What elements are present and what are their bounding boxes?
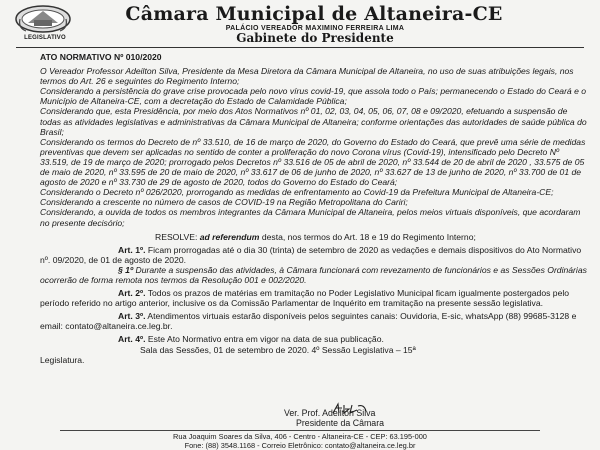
preamble-paragraph: O Vereador Professor Adeilton Silva, Presidente da Mesa Diretora da Câmara Municipal de Altaneira, no uso de suas atribuições legais, nos termos do Art. 26 e seguintes do Regimento Interno;: [40, 66, 574, 87]
article-label: Art. 1º.: [118, 244, 146, 255]
header-divider: [16, 47, 584, 48]
resolve-bold: ad referendum: [199, 231, 260, 242]
article-text: Atendimentos virtuais estarão disponíveis pelos seguintes canais: Ouvidoria, E-sic, whatsApp (88) 99685-3128 e email: contato@altaneira.ce.leg.br.: [40, 311, 577, 332]
article-4: [40, 334, 588, 344]
preamble-paragraph: Considerando que, esta Presidência, por meio dos Atos Normativos nº 01, 02, 03, 04, 05, 06, 07, 08 e 09/2020, efetuando a suspensão de todas as atividades legislativas e administrativas da Câmara Municipal de Altaneira; conforme orientações das autoridades de saúde pública do Brasil;: [40, 106, 587, 137]
preamble-paragraph: Considerando, a ouvida de todos os membros integrantes da Câmara Municipal de Altaneira, pelos meios virtuais disponíveis, que acordaram no presente decisório;: [40, 207, 581, 228]
preamble-paragraph: Considerando a crescente no número de casos de COVID-19 na Região Metropolitana do Cariri;: [40, 197, 408, 208]
preamble-paragraph: Considerando os termos do Decreto de nº 33.510, de 16 de março de 2020, do Governo do Estado do Ceará, que prevê uma série de medidas preventivas que devem ser aplicadas no sentido de conter a proliferação do novo Corona vírus (Covid-19), intensificado pelo Decreto Nº 33.519, de 19 de março de 2020; prorrogado pelos Decretos nº 33.516 de 05 de abril de 2020, nº 33.544 de 20 de abril de 2020 , 33.575 de 05 de maio de 2020, nº 33.595 de 20 de maio de 2020, nº 33.617 de 06 de junho de 2020, nº 33.627 de 13 de junho de 2020, nº 33.700 de 01 de agosto de 2020 e nº 33.730 de 29 de agosto de 2020, todos do Governo do Estado do Ceará;: [40, 136, 586, 188]
letterhead: [0, 0, 600, 46]
article-label: Art. 4º.: [118, 334, 146, 345]
act-body: [40, 52, 588, 365]
paragraph-1: [40, 265, 588, 285]
act-title: ATO NORMATIVO Nº 010/2020: [40, 52, 162, 62]
preamble: [40, 66, 588, 228]
preamble-paragraph: Considerando a persistência do grave crise provocada pelo novo vírus covid-19, que assola todo o País; permanecendo o Estado do Ceará e o Município de Altaneira-CE, com a decretação do Estado de Calamidade Pública;: [40, 86, 587, 107]
closing-line: Sala das Sessões, 01 de setembro de 2020. 4º Sessão Legislativa – 15ª: [140, 344, 416, 355]
article-1: [40, 245, 588, 265]
chamber-seal-icon: [14, 4, 72, 34]
footer-contact: Fone: (88) 3548.1168 - Correio Eletrônico: contato@altaneira.ce.leg.br: [184, 441, 416, 450]
paragraph-label: § 1º: [118, 264, 134, 275]
resolve-suffix: desta, nos termos do Art. 18 e 19 do Regimento Interno;: [259, 231, 476, 242]
office-name: Gabinete do Presidente: [236, 31, 394, 45]
resolve-prefix: RESOLVE:: [155, 231, 200, 242]
chamber-title: Câmara Municipal de Altaneira-CE: [125, 3, 503, 25]
article-2: [40, 288, 588, 308]
seal-caption: LEGISLATIVO: [24, 35, 66, 41]
building-name: PALÁCIO VEREADOR MAXIMINO FERREIRA LIMA: [225, 25, 405, 32]
article-text: Ficam prorrogadas até o dia 30 (trinta) de setembro de 2020 as vedações e demais dispositivos do Ato Normativo nº. 09/2020, de 01 de agosto de 2020.: [40, 244, 582, 265]
article-text: Este Ato Normativo entra em vigor na data de sua publicação.: [145, 334, 384, 345]
resolve-clause: [40, 232, 588, 242]
article-3: [40, 311, 588, 331]
signatory-role: Presidente da Câmara: [296, 418, 385, 428]
article-text: Todos os prazos de matérias em tramitação no Poder Legislativo Municipal ficam igualmente postergados pelo período referido no artigo anterior, inclusive os da Comissão Parlamentar de Inquérito em tramitação na presente sessão legislativa.: [40, 288, 570, 309]
signatory-name: Ver. Prof. Adeilton Silva: [284, 408, 376, 418]
preamble-paragraph: Considerando o Decreto nº 026/2020, prorrogando as medidas de enfrentamento ao Covid-19 da Prefeitura Municipal de Altaneira-CE;: [40, 187, 554, 198]
footer-address: Rua Joaquim Soares da Silva, 406 - Centro - Altaneira-CE - CEP: 63.195-000: [173, 432, 427, 441]
article-label: Art. 2º.: [118, 288, 146, 299]
paragraph-text: Durante a suspensão das atividades, à Câmara funcionará com revezamento de funcionários e as Sessões Ordinárias ocorrerão de forma remota nos termos da Resolução 001 e 002/2020.: [40, 264, 587, 285]
footer: [60, 432, 540, 450]
article-label: Art. 3º.: [118, 311, 146, 322]
footer-divider: [60, 430, 540, 431]
closing-line-2: Legislatura.: [40, 354, 85, 365]
